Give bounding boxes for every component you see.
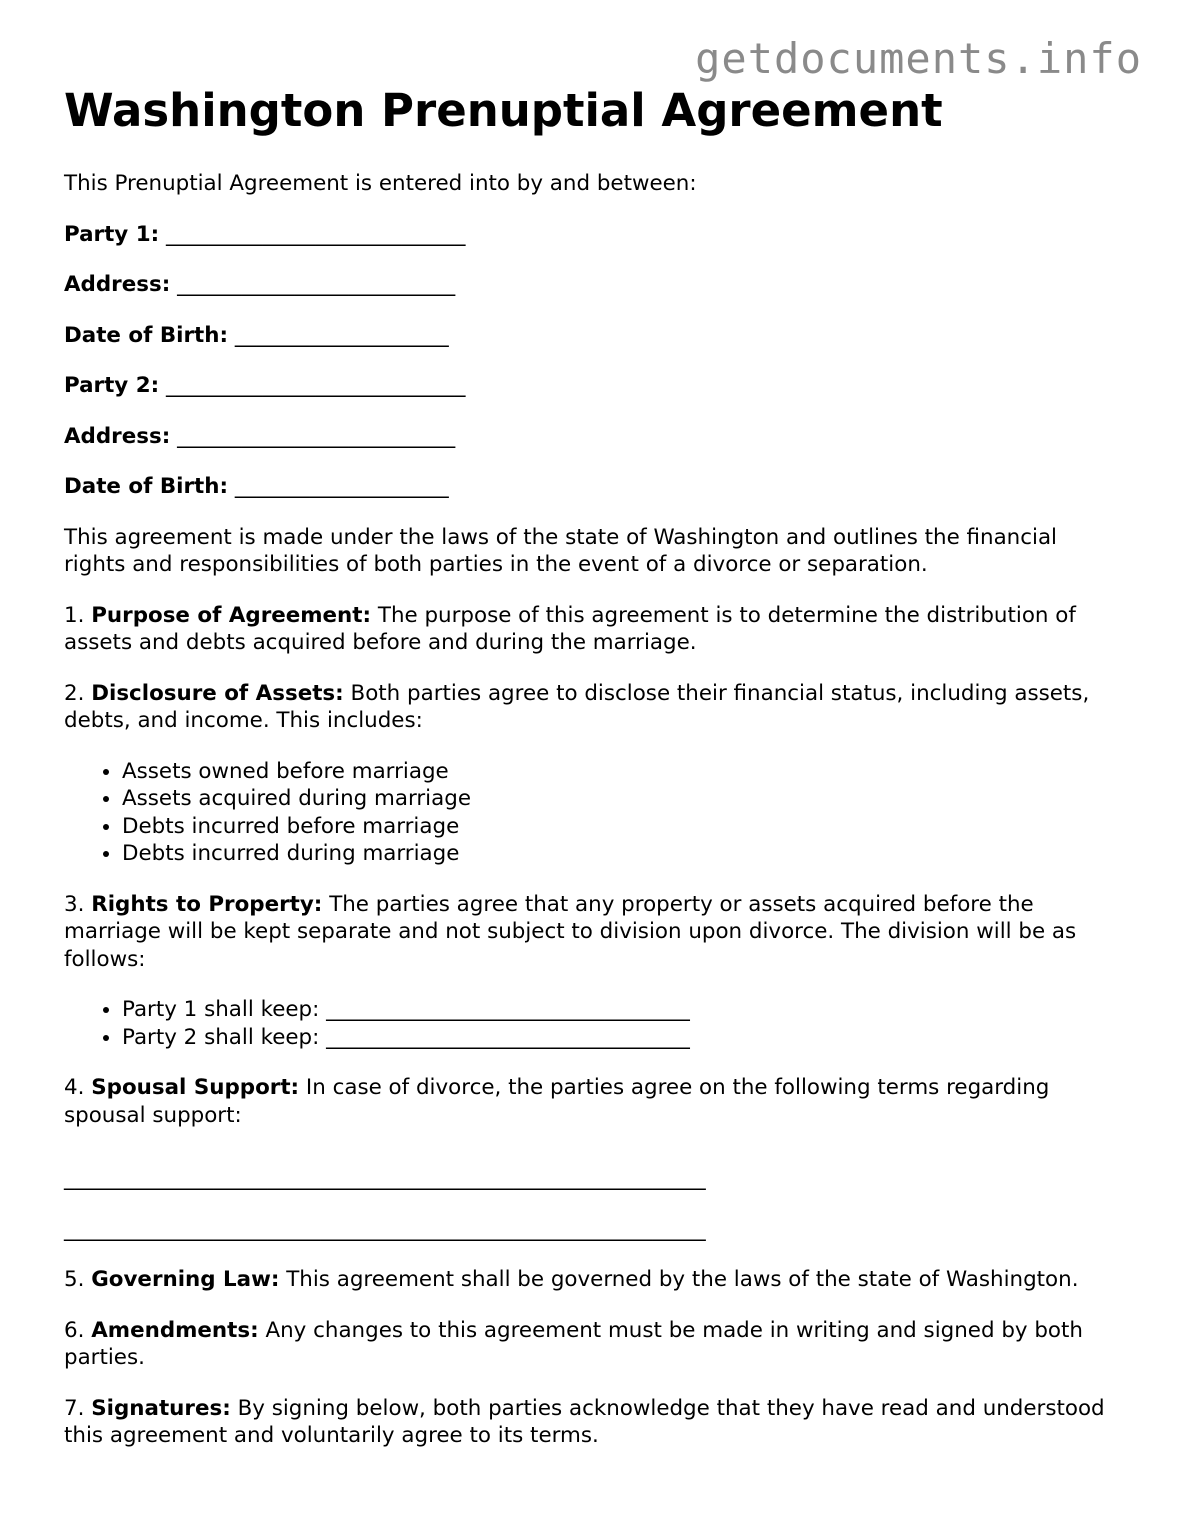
party2-address-field (64, 423, 1124, 451)
fill-blank: ____________________ (234, 474, 449, 499)
fill-blank: __________________________ (177, 272, 456, 297)
party1-address-field (64, 271, 1124, 299)
field-label: Date of Birth: (64, 474, 229, 499)
watermark: getdocuments.info (695, 34, 1142, 83)
field-label: Party 2: (64, 373, 160, 398)
party2-name-field (64, 372, 1124, 400)
section-number: 2. (64, 680, 85, 706)
section-heading: Signatures: (91, 1395, 231, 1421)
list-item: • Party 2 shall keep: __________________________________ (122, 1024, 1124, 1052)
section-governing-law (64, 1266, 1124, 1294)
list-item: • Debts incurred during marriage (122, 840, 1124, 868)
field-label: Address: (64, 272, 171, 297)
support-blank-line: ____________________________________________________________ (64, 1166, 706, 1191)
section-text: Any changes to this agreement must be made in writing and signed by both parties. (64, 1317, 1083, 1370)
section-number: 1. (64, 602, 85, 628)
section-heading: Disclosure of Assets: (91, 680, 344, 706)
section-purpose (64, 602, 1124, 657)
section-text: The purpose of this agreement is to determine the distribution of assets and debts acquired before and during the marriage. (64, 602, 1076, 655)
fill-blank: ____________________________ (165, 221, 466, 247)
section-text: By signing below, both parties acknowledge that they have read and understood this agreement and voluntarily agree to its terms. (64, 1395, 1105, 1448)
intro-text: This Prenuptial Agreement is entered into by and between: (64, 171, 697, 196)
field-label: Address: (64, 423, 171, 449)
list-item: • Party 1 shall keep: __________________________________ (122, 996, 1124, 1024)
list-item: • Debts incurred before marriage (122, 813, 1124, 841)
section-spousal-support (64, 1074, 1124, 1129)
document-page (64, 84, 1124, 1450)
section-heading: Purpose of Agreement: (91, 602, 372, 628)
section-property (64, 891, 1124, 974)
property-list (64, 996, 1124, 1051)
preamble-text: This agreement is made under the laws of the state of Washington and outlines the financial rights and responsibilities of both parties in the event of a divorce or separation. (64, 524, 1057, 577)
list-item: • Assets owned before marriage (122, 758, 1124, 786)
party2-dob-field (64, 473, 1124, 501)
section-heading: Amendments: (91, 1317, 259, 1343)
field-label: Party 1: (64, 221, 160, 247)
section-signatures (64, 1395, 1124, 1450)
party1-name-field (64, 221, 1124, 249)
section-text: Both parties agree to disclose their financial status, including assets, debts, and income. This includes: (64, 680, 1090, 733)
disclosure-list (64, 758, 1124, 868)
section-amendments (64, 1317, 1124, 1372)
field-label: Date of Birth: (64, 322, 229, 348)
section-heading: Governing Law: (91, 1267, 280, 1292)
section-number: 4. (64, 1075, 85, 1100)
fill-blank: __________________________ (177, 423, 456, 449)
section-text: The parties agree that any property or assets acquired before the marriage will be kept separate and not subject to division upon divorce. The division will be as follows: (64, 891, 1077, 972)
section-heading: Spousal Support: (91, 1075, 300, 1100)
section-number: 7. (64, 1395, 85, 1421)
section-text: This agreement shall be governed by the laws of the state of Washington. (286, 1267, 1079, 1292)
section-number: 3. (64, 891, 85, 917)
fill-blank: ____________________ (234, 322, 449, 348)
section-heading: Rights to Property: (91, 891, 323, 917)
section-text: In case of divorce, the parties agree on the following terms regarding spousal support: (64, 1075, 1050, 1128)
party1-dob-field (64, 322, 1124, 350)
section-number: 5. (64, 1267, 85, 1292)
list-item: • Assets acquired during marriage (122, 785, 1124, 813)
document-title: Washington Prenuptial Agreement (64, 84, 943, 137)
support-blank-line: ____________________________________________________________ (64, 1216, 706, 1242)
section-number: 6. (64, 1317, 85, 1343)
section-disclosure (64, 680, 1124, 735)
fill-blank: ____________________________ (165, 373, 466, 398)
